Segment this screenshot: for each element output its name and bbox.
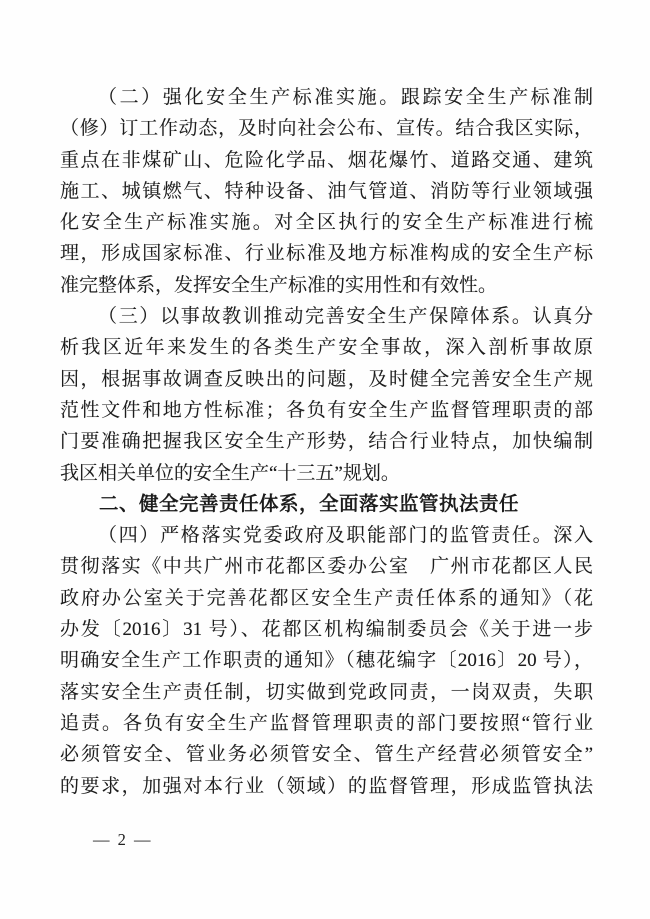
paragraph-line: 因，根据事故调查反映出的问题，及时健全完善安全生产规 <box>60 368 593 390</box>
paragraph-line: （二）强化安全生产标准实施。跟踪安全生产标准制 <box>98 87 593 108</box>
paragraph-line: 范性文件和地方性标准；各负有安全生产监督管理职责的部 <box>60 399 593 421</box>
paragraph-line: 贯彻落实《中共广州市花都区委办公室 广州市花都区人民 <box>60 556 593 578</box>
paragraph-line: 政府办公室关于完善花都区安全生产责任体系的通知》（花 <box>60 587 593 609</box>
paragraph-line: 追责。各负有安全生产监督管理职责的部门要按照“管行业 <box>60 712 593 734</box>
paragraph-line: 必须管安全、管业务必须管安全、管生产经营必须管安全” <box>60 744 593 766</box>
paragraph-line: （修）订工作动态，及时向社会公布、宣传。结合我区实际， <box>60 118 593 140</box>
paragraph-line: 理，形成国家标准、行业标准及地方标准构成的安全生产标 <box>60 243 593 265</box>
section-heading: 二、健全完善责任体系，全面落实监管执法责任 <box>99 492 520 515</box>
paragraph-line: 的要求，加强对本行业（领域）的监督管理，形成监管执法 <box>60 775 593 797</box>
page-number: — 2 — <box>93 830 153 849</box>
paragraph-line: （四）严格落实党委政府及职能部门的监管责任。深入 <box>98 525 593 547</box>
paragraph-line: 化安全生产标准实施。对全区执行的安全生产标准进行梳 <box>60 212 593 234</box>
paragraph-line: （三）以事故教训推动完善安全生产保障体系。认真分 <box>98 306 593 328</box>
paragraph-line: 重点在非煤矿山、危险化学品、烟花爆竹、道路交通、建筑 <box>60 149 593 171</box>
paragraph-line: 析我区近年来发生的各类生产安全事故，深入剖析事故原 <box>60 337 593 359</box>
paragraph-line: 施工、城镇燃气、特种设备、油气管道、消防等行业领域强 <box>60 180 593 202</box>
paragraph-line: 落实安全生产责任制，切实做到党政同责，一岗双责，失职 <box>60 681 593 703</box>
paragraph-line: 明确安全生产工作职责的通知》（穗花编字〔2016〕20 号）， <box>60 650 593 672</box>
text-block <box>60 82 593 802</box>
paragraph-line: 办发〔2016〕31 号）、花都区机构编制委员会《关于进一步 <box>60 619 593 641</box>
paragraph-line: 门要准确把握我区安全生产形势，结合行业特点，加快编制 <box>60 431 593 453</box>
paragraph-line: 准完整体系，发挥安全生产标准的实用性和有效性。 <box>60 274 498 296</box>
paragraph-line: 我区相关单位的安全生产“十三五”规划。 <box>60 462 400 484</box>
